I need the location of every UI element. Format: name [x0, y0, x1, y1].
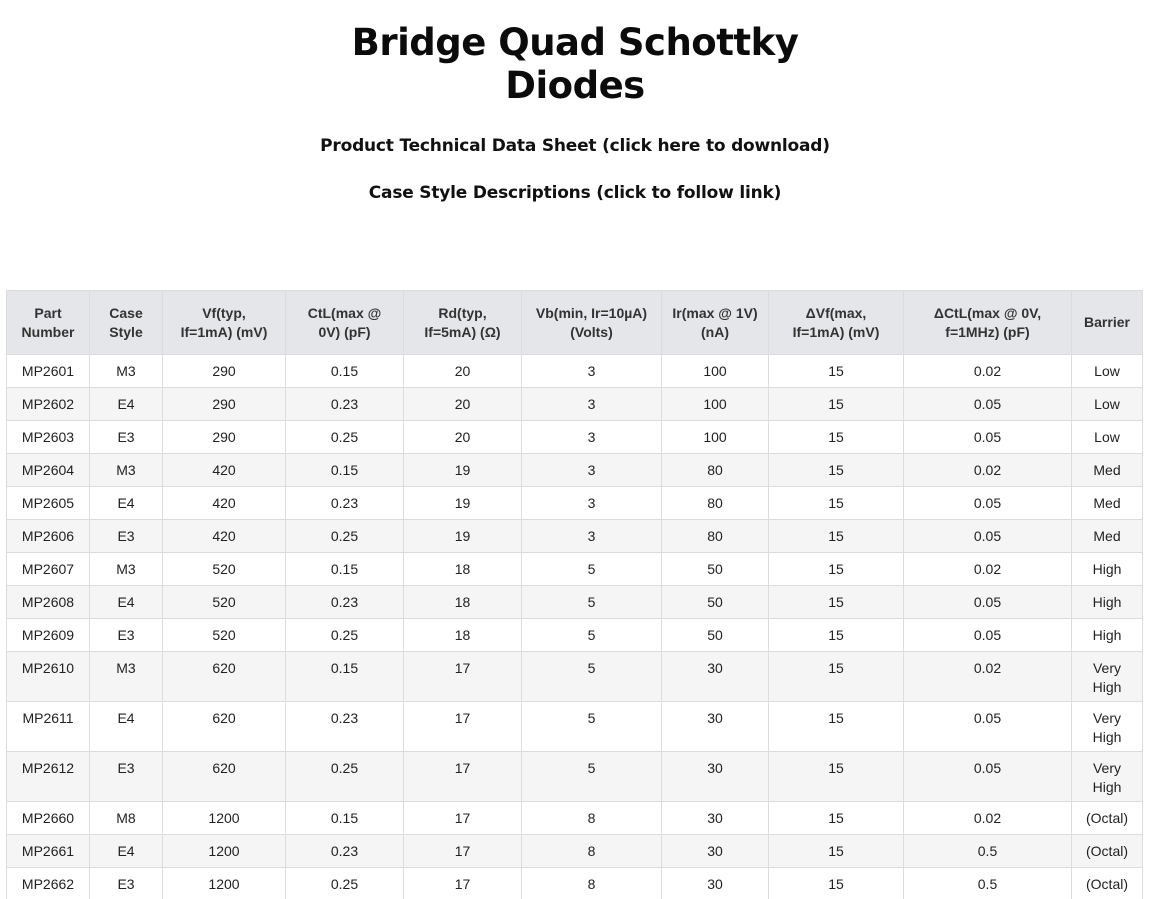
cell-part-number: MP2606 — [7, 520, 90, 553]
cell-delta-vf: 15 — [769, 388, 904, 421]
cell-ctl: 0.23 — [286, 388, 404, 421]
cell-delta-ctl: 0.05 — [904, 487, 1072, 520]
table-row — [7, 619, 1143, 652]
cell-ir: 30 — [662, 868, 769, 899]
cell-delta-vf: 15 — [769, 652, 904, 702]
cell-vb: 3 — [522, 454, 662, 487]
column-header-part-number — [7, 291, 90, 355]
cell-barrier — [1072, 454, 1143, 487]
table-row — [7, 652, 1143, 702]
cell-barrier — [1072, 520, 1143, 553]
cell-vf: 520 — [163, 553, 286, 586]
cell-barrier — [1072, 586, 1143, 619]
cell-part-number: MP2603 — [7, 421, 90, 454]
barrier-text: (Octal) — [1086, 810, 1128, 826]
cell-barrier — [1072, 868, 1143, 899]
cell-ctl: 0.15 — [286, 553, 404, 586]
table-row — [7, 802, 1143, 835]
barrier-text: (Octal) — [1086, 876, 1128, 892]
table-row — [7, 553, 1143, 586]
cell-ir: 30 — [662, 702, 769, 752]
table-row — [7, 702, 1143, 752]
cell-ir: 80 — [662, 520, 769, 553]
cell-vf: 1200 — [163, 802, 286, 835]
barrier-text: High — [1092, 679, 1122, 695]
cell-delta-ctl: 0.05 — [904, 388, 1072, 421]
cell-ir: 30 — [662, 752, 769, 802]
cell-delta-vf: 15 — [769, 868, 904, 899]
cell-rd: 20 — [404, 355, 522, 388]
cell-vb: 8 — [522, 835, 662, 868]
column-header-barrier — [1072, 291, 1143, 355]
column-header-label: Style — [109, 323, 143, 340]
cell-barrier — [1072, 652, 1143, 702]
cell-ctl: 0.25 — [286, 520, 404, 553]
cell-part-number: MP2609 — [7, 619, 90, 652]
cell-vb: 8 — [522, 868, 662, 899]
cell-ctl: 0.15 — [286, 802, 404, 835]
cell-vb: 3 — [522, 355, 662, 388]
column-header-delta-vf — [769, 291, 904, 355]
column-header-label: Vf(typ, — [202, 304, 246, 321]
cell-vf: 290 — [163, 421, 286, 454]
cell-rd: 17 — [404, 652, 522, 702]
column-header-label: f=1MHz) (pF) — [945, 323, 1030, 340]
cell-rd: 20 — [404, 421, 522, 454]
cell-delta-ctl: 0.5 — [904, 835, 1072, 868]
column-header-label: Rd(typ, — [438, 304, 487, 321]
barrier-text: High — [1092, 561, 1122, 577]
cell-rd: 18 — [404, 553, 522, 586]
cell-ctl: 0.15 — [286, 454, 404, 487]
cell-barrier — [1072, 355, 1143, 388]
cell-vf: 420 — [163, 520, 286, 553]
column-header-label: If=1mA) (mV) — [792, 323, 880, 340]
cell-rd: 19 — [404, 487, 522, 520]
barrier-text: Very — [1092, 710, 1121, 726]
cell-vb: 5 — [522, 553, 662, 586]
column-header-label: (Volts) — [570, 323, 613, 340]
cell-rd: 17 — [404, 752, 522, 802]
cell-delta-vf: 15 — [769, 752, 904, 802]
cell-vf: 420 — [163, 487, 286, 520]
table-body — [7, 355, 1143, 899]
cell-barrier — [1072, 752, 1143, 802]
cell-part-number: MP2660 — [7, 802, 90, 835]
cell-ir: 80 — [662, 454, 769, 487]
cell-barrier — [1072, 702, 1143, 752]
cell-delta-vf: 15 — [769, 702, 904, 752]
barrier-text: Low — [1094, 363, 1120, 379]
column-header-label: If=5mA) (Ω) — [424, 323, 501, 340]
barrier-text: Low — [1094, 396, 1120, 412]
cell-rd: 19 — [404, 520, 522, 553]
cell-delta-ctl: 0.02 — [904, 553, 1072, 586]
column-header-label: (nA) — [701, 323, 729, 340]
table-row — [7, 868, 1143, 899]
cell-vf: 290 — [163, 355, 286, 388]
table-row — [7, 752, 1143, 802]
cell-case-style: E3 — [90, 752, 163, 802]
cell-ctl: 0.23 — [286, 586, 404, 619]
cell-delta-ctl: 0.05 — [904, 421, 1072, 454]
cell-delta-vf: 15 — [769, 835, 904, 868]
table-row — [7, 835, 1143, 868]
cell-case-style: E4 — [90, 388, 163, 421]
cell-barrier — [1072, 802, 1143, 835]
cell-vb: 3 — [522, 487, 662, 520]
column-header-label: Part — [34, 304, 62, 321]
table-header-row — [7, 291, 1143, 355]
cell-rd: 18 — [404, 619, 522, 652]
cell-rd: 19 — [404, 454, 522, 487]
cell-ctl: 0.25 — [286, 868, 404, 899]
cell-vb: 5 — [522, 752, 662, 802]
cell-vf: 520 — [163, 586, 286, 619]
cell-case-style: E4 — [90, 487, 163, 520]
cell-case-style: M8 — [90, 802, 163, 835]
cell-delta-ctl: 0.5 — [904, 868, 1072, 899]
case-style-link[interactable]: Case Style Descriptions (click to follow link) — [368, 183, 782, 203]
column-header-ir — [662, 291, 769, 355]
cell-delta-ctl: 0.02 — [904, 355, 1072, 388]
table-row — [7, 421, 1143, 454]
page-title-line2: Diodes — [505, 64, 645, 107]
table-row — [7, 586, 1143, 619]
cell-case-style: E3 — [90, 421, 163, 454]
table-row — [7, 388, 1143, 421]
cell-part-number: MP2607 — [7, 553, 90, 586]
cell-case-style: M3 — [90, 454, 163, 487]
barrier-text: Med — [1093, 462, 1121, 478]
cell-delta-vf: 15 — [769, 487, 904, 520]
cell-ir: 80 — [662, 487, 769, 520]
barrier-text: (Octal) — [1086, 843, 1128, 859]
column-header-label: ΔCtL(max @ 0V, — [933, 304, 1042, 321]
cell-rd: 17 — [404, 868, 522, 899]
cell-vb: 3 — [522, 520, 662, 553]
barrier-text: Very — [1092, 660, 1121, 676]
column-header-label: CtL(max @ — [307, 304, 382, 321]
column-header-label: ΔVf(max, — [805, 304, 867, 321]
cell-delta-vf: 15 — [769, 454, 904, 487]
cell-rd: 17 — [404, 702, 522, 752]
cell-rd: 17 — [404, 802, 522, 835]
cell-part-number: MP2662 — [7, 868, 90, 899]
cell-ctl: 0.23 — [286, 835, 404, 868]
cell-delta-ctl: 0.05 — [904, 520, 1072, 553]
column-header-label: Ir(max @ 1V) — [672, 304, 758, 321]
cell-part-number: MP2611 — [7, 702, 90, 752]
cell-vf: 620 — [163, 702, 286, 752]
barrier-text: Very — [1092, 760, 1121, 776]
cell-vf: 520 — [163, 619, 286, 652]
specs-table — [6, 290, 1143, 899]
barrier-text: High — [1092, 729, 1122, 745]
cell-part-number: MP2610 — [7, 652, 90, 702]
cell-barrier — [1072, 421, 1143, 454]
cell-delta-ctl: 0.05 — [904, 619, 1072, 652]
cell-part-number: MP2602 — [7, 388, 90, 421]
cell-ir: 30 — [662, 835, 769, 868]
cell-part-number: MP2612 — [7, 752, 90, 802]
cell-ir: 50 — [662, 619, 769, 652]
cell-part-number: MP2601 — [7, 355, 90, 388]
cell-vb: 3 — [522, 388, 662, 421]
cell-vf: 620 — [163, 752, 286, 802]
cell-delta-ctl: 0.02 — [904, 652, 1072, 702]
cell-delta-ctl: 0.02 — [904, 454, 1072, 487]
cell-ir: 100 — [662, 355, 769, 388]
cell-delta-ctl: 0.02 — [904, 802, 1072, 835]
column-header-label: Barrier — [1084, 314, 1130, 330]
barrier-text: Med — [1093, 495, 1121, 511]
cell-part-number: MP2605 — [7, 487, 90, 520]
page-title-line1: Bridge Quad Schottky — [351, 21, 799, 64]
cell-vb: 5 — [522, 619, 662, 652]
column-header-label: 0V) (pF) — [318, 323, 371, 340]
cell-barrier — [1072, 835, 1143, 868]
cell-barrier — [1072, 487, 1143, 520]
table-row — [7, 520, 1143, 553]
cell-vf: 1200 — [163, 868, 286, 899]
cell-rd: 18 — [404, 586, 522, 619]
cell-ir: 100 — [662, 388, 769, 421]
column-header-rd — [404, 291, 522, 355]
cell-case-style: M3 — [90, 652, 163, 702]
cell-case-style: E3 — [90, 619, 163, 652]
column-header-delta-ctl — [904, 291, 1072, 355]
cell-case-style: M3 — [90, 553, 163, 586]
barrier-text: Low — [1094, 429, 1120, 445]
barrier-text: High — [1092, 779, 1122, 795]
cell-delta-ctl: 0.05 — [904, 702, 1072, 752]
column-header-label: Case — [109, 304, 143, 321]
cell-ctl: 0.25 — [286, 619, 404, 652]
cell-ir: 100 — [662, 421, 769, 454]
cell-rd: 17 — [404, 835, 522, 868]
column-header-label: If=1mA) (mV) — [180, 323, 268, 340]
cell-delta-vf: 15 — [769, 586, 904, 619]
cell-vb: 5 — [522, 586, 662, 619]
cell-ctl: 0.25 — [286, 752, 404, 802]
table-row — [7, 487, 1143, 520]
cell-ctl: 0.23 — [286, 702, 404, 752]
cell-vb: 8 — [522, 802, 662, 835]
page-title — [0, 21, 1150, 107]
cell-vf: 290 — [163, 388, 286, 421]
cell-case-style: E4 — [90, 835, 163, 868]
cell-barrier — [1072, 553, 1143, 586]
cell-part-number: MP2661 — [7, 835, 90, 868]
cell-delta-vf: 15 — [769, 553, 904, 586]
cell-ctl: 0.25 — [286, 421, 404, 454]
cell-case-style: E4 — [90, 586, 163, 619]
cell-vf: 1200 — [163, 835, 286, 868]
column-header-vf — [163, 291, 286, 355]
cell-case-style: E4 — [90, 702, 163, 752]
cell-vb: 3 — [522, 421, 662, 454]
table-row — [7, 355, 1143, 388]
cell-delta-vf: 15 — [769, 355, 904, 388]
cell-ctl: 0.23 — [286, 487, 404, 520]
table-row — [7, 454, 1143, 487]
column-header-case-style — [90, 291, 163, 355]
cell-vf: 420 — [163, 454, 286, 487]
column-header-label: Vb(min, Ir=10µA) — [535, 304, 648, 321]
cell-ir: 30 — [662, 802, 769, 835]
cell-barrier — [1072, 619, 1143, 652]
column-header-label: Number — [21, 323, 75, 340]
cell-vb: 5 — [522, 652, 662, 702]
specs-table-container — [6, 290, 1142, 899]
cell-ir: 50 — [662, 553, 769, 586]
cell-ctl: 0.15 — [286, 652, 404, 702]
cell-ir: 30 — [662, 652, 769, 702]
cell-ctl: 0.15 — [286, 355, 404, 388]
column-header-vb — [522, 291, 662, 355]
barrier-text: High — [1092, 594, 1122, 610]
column-header-ctl — [286, 291, 404, 355]
datasheet-download-link[interactable]: Product Technical Data Sheet (click here to download) — [320, 136, 830, 156]
cell-delta-vf: 15 — [769, 619, 904, 652]
cell-case-style: M3 — [90, 355, 163, 388]
cell-case-style: E3 — [90, 868, 163, 899]
cell-barrier — [1072, 388, 1143, 421]
cell-rd: 20 — [404, 388, 522, 421]
cell-case-style: E3 — [90, 520, 163, 553]
cell-delta-ctl: 0.05 — [904, 752, 1072, 802]
cell-delta-vf: 15 — [769, 802, 904, 835]
cell-delta-vf: 15 — [769, 520, 904, 553]
barrier-text: High — [1092, 627, 1122, 643]
barrier-text: Med — [1093, 528, 1121, 544]
cell-part-number: MP2608 — [7, 586, 90, 619]
cell-ir: 50 — [662, 586, 769, 619]
cell-vf: 620 — [163, 652, 286, 702]
cell-delta-vf: 15 — [769, 421, 904, 454]
cell-delta-ctl: 0.05 — [904, 586, 1072, 619]
cell-vb: 5 — [522, 702, 662, 752]
cell-part-number: MP2604 — [7, 454, 90, 487]
